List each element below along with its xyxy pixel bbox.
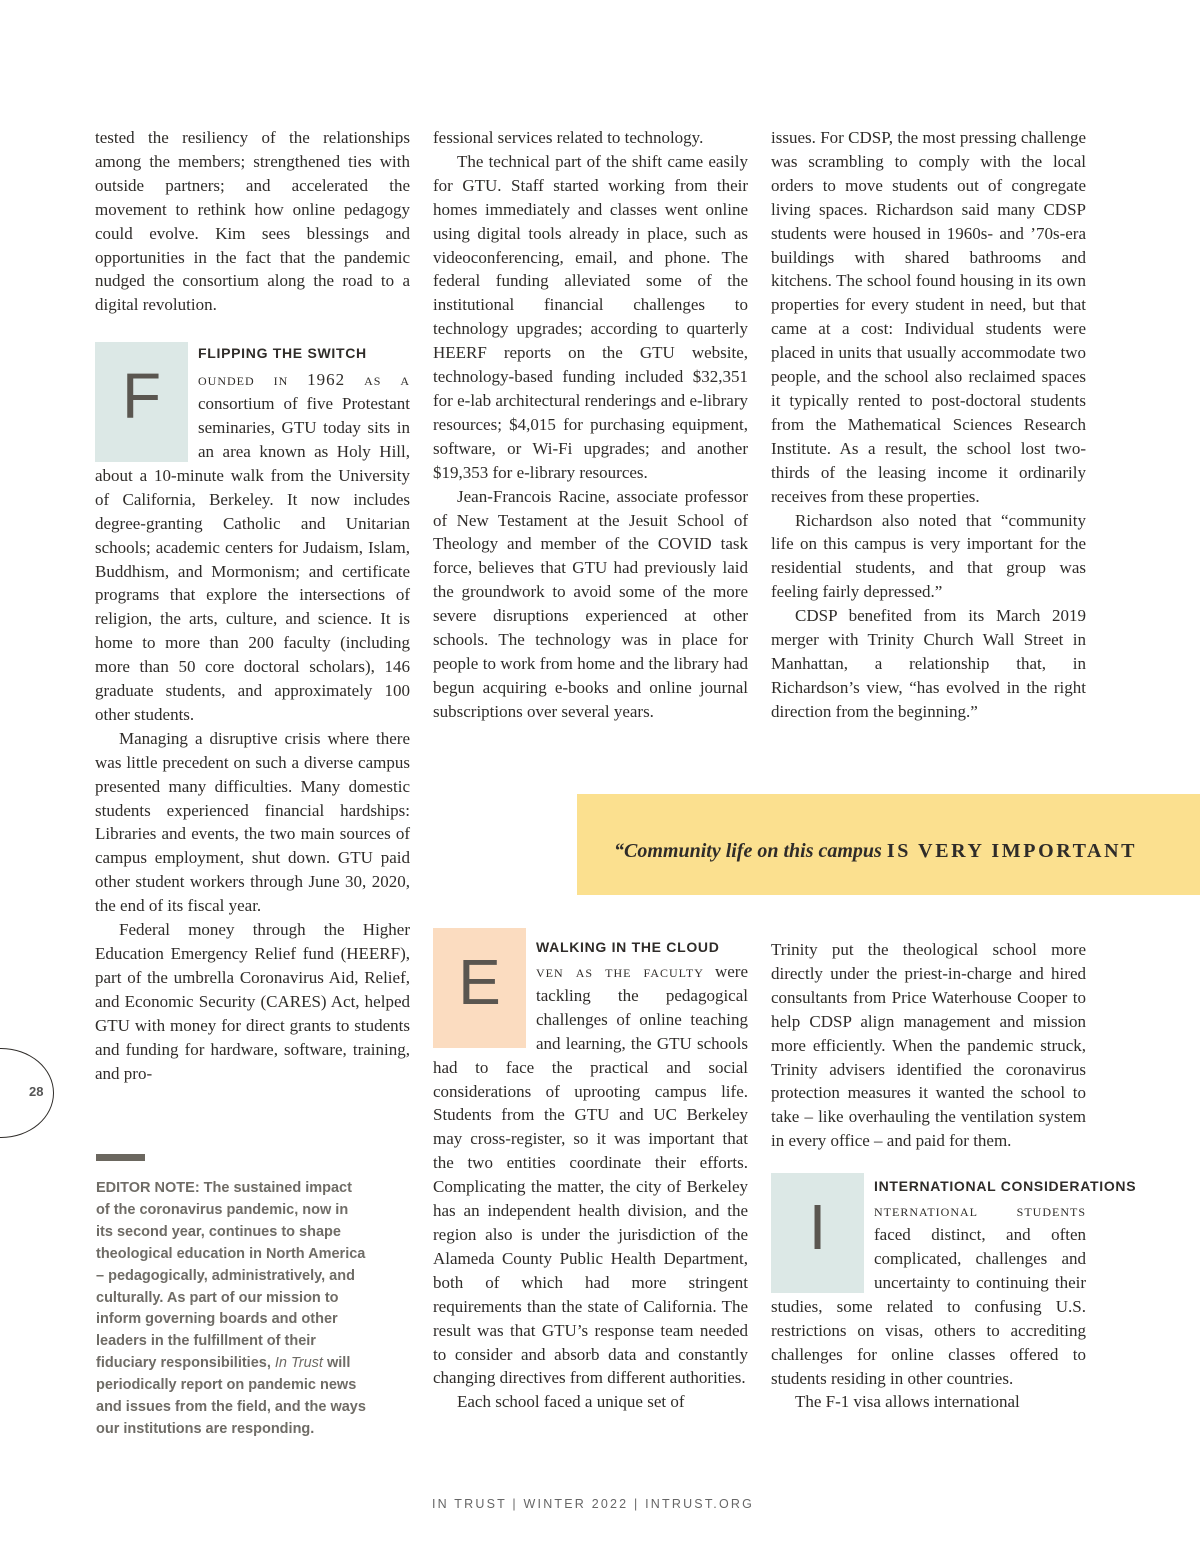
paragraph: fessional services related to technology. [433, 128, 704, 147]
paragraph: tested the resiliency of the relationships among the members; strengthened ties with outside partners; and accelerated the movement to rethink how online pedagogy could evolve. Kim sees blessings and opportunities in the fact that the pandemic nudged the consortium along the road to a digital revolution. [95, 128, 410, 315]
article-column-3 [771, 126, 1086, 724]
section-heading: FLIPPING THE SWITCH [198, 345, 367, 362]
paragraph: The technical part of the shift came easily for GTU. Staff started working from their homes immediately and classes went online using digital tools already in place, such as videoconferencing, email, and phone. The federal funding alleviated some of the institutional financial challenges to technology upgrades; according to quarterly HEERF reports on the GTU website, technology-based funding included $32,351 for e-lab architectural renderings and e-library resources; $4,015 for purchasing equipment, software, or Wi-Fi upgrades; and another $19,353 for e-library resources. [433, 151, 748, 482]
paragraph: issues. For CDSP, the most pressing challenge was scrambling to comply with the local orders to move students out of congregate living spaces. Richardson said many CDSP students were housed in 1960s- and ’70s-era buildings with shared bathrooms and kitchens. The school found housing in its own properties for every student in need, but that came at a cost: Individual students were placed in units that usually accommodate two people, and the school also reclaimed spaces it typically rented to post-doctoral students from the Mathematical Sciences Research Institute. As a result, the school lost two-thirds of the leasing income it ordinarily receives from these properties. [771, 128, 1086, 506]
section-walking-in-the-cloud [433, 938, 748, 1390]
lead-in-caps: ven as the faculty [536, 962, 704, 981]
page-number-circle [0, 1048, 54, 1138]
paragraph: nternational students faced distinct, and often complicated, challenges and uncertainty to continuing their studies, some related to confusing U.S. restrictions on visas, others to accrediting challenges for online classes offered to students residing in other countries. [771, 1201, 1086, 1388]
section-flipping-the-switch [95, 345, 410, 727]
page-footer: IN TRUST | WINTER 2022 | INTRUST.ORG [431, 1497, 755, 1511]
lead-in-caps: ounded in 1962 as a [198, 370, 410, 390]
paragraph: Each school faced a unique set of [457, 1392, 685, 1412]
drop-cap-letter: F [121, 360, 162, 433]
pull-quote-italic: “Community life on this campus [614, 840, 882, 862]
paragraph: Federal money through the Higher Education Emergency Relief fund (HEERF), part of the umbrella Coronavirus Aid, Relief, and Economic Security (CARES) Act, helped GTU with money for direct grants to students and funding for hardware, software, training, and pro- [95, 920, 410, 1083]
paragraph: Jean-Francois Racine, associate professor of New Testament at the Jesuit School of Theology and member of the COVID task force, believes that GTU had previously laid the groundwork to avoid some of the more severe disruptions experienced at other schools. The technology was in place for people to work from home and the library had begun acquiring e-books and online journal subscriptions over several years. [433, 486, 748, 721]
article-column-3-lower [771, 938, 1137, 1414]
article-column-2 [433, 126, 748, 724]
drop-cap-letter: I [808, 1191, 827, 1264]
pull-quote [577, 794, 1200, 895]
paragraph: CDSP benefited from its March 2019 merger with Trinity Church Wall Street in Manhattan, a relationship that, in Richardson’s view, “has evolved in the right direction from the beginning.” [771, 606, 1086, 721]
page-number: 28 [29, 1084, 44, 1099]
paragraph: Richardson also noted that “community life on this campus is very important for the residential students, and that group was feeling fairly depressed.” [771, 510, 1086, 602]
section-heading: INTERNATIONAL CONSIDERATIONS [874, 1178, 1137, 1195]
publication-name: In Trust [274, 1355, 323, 1372]
section-heading: WALKING IN THE CLOUD [536, 939, 720, 955]
section-international-considerations [771, 1177, 1137, 1390]
editor-note-rule [96, 1154, 145, 1161]
paragraph: The F-1 visa allows international [795, 1392, 1020, 1412]
editor-note: EDITOR NOTE: The sustained impact of the coronavirus pandemic, now in its second year, continues to shape theological education in North America – pedagogically, administratively, and culturally. As part of our mission to inform governing boards and other leaders in the fulfillment of their fiduciary responsibilities, In Trust will periodically report on pandemic news and issues from the field, and the ways our institutions are responding. [96, 1180, 366, 1437]
paragraph: ounded in 1962 as a consortium of five Protestant seminaries, GTU today sits in an area known as Holy Hill, about a 10-minute walk from the University of California, Berkeley. It now includes degree-granting Catholic and Unitarian schools; academic centers for Judaism, Islam, Buddhism, and Mormonism; and certificate programs that explore the intersections of religion, the arts, culture, and science. It is home to more than 200 faculty (including more than 50 core doctoral scholars), 146 graduate students, and approximately 100 other students. [95, 370, 410, 724]
pull-quote-text [614, 840, 1137, 863]
article-column-2-lower [433, 938, 748, 1414]
drop-cap-letter: E [458, 946, 501, 1018]
paragraph: Managing a disruptive crisis where there was little precedent on such a diverse campus presented many difficulties. Many domestic students experienced financial hardships: Libraries and events, the two main sources of campus employment, shut down. GTU paid other student workers through June 30, 2020, the end of its fiscal year. [95, 728, 410, 916]
pull-quote-caps: IS VERY IMPORTANT [886, 840, 1138, 862]
lead-in-caps: nternational students [874, 1201, 1086, 1221]
paragraph: ven as the faculty were tackling the pedagogical challenges of online teaching and learning, the GTU schools had to face the practical and social considerations of uprooting campus life. Students from the GTU and UC Berkeley may cross-register, so it was important that the two entities coordinate their efforts. Complicating the matter, the city of Berkeley has an independent health division, and the region also is under the jurisdiction of the Alameda County Public Health Department, both of which had more stringent requirements than the state of California. The result was that GTU’s response team needed to consider and absorb data and constantly changing directives from different authorities. [433, 962, 749, 1388]
paragraph: Trinity put the theological school more directly under the priest-in-charge and hired consultants from Price Waterhouse Cooper to help CDSP align management and mission more efficiently. When the pandemic struck, Trinity advisers identified the coronavirus protection measures it wanted the school to take – like overhauling the ventilation system in every office – and paid for them. [771, 940, 1086, 1151]
